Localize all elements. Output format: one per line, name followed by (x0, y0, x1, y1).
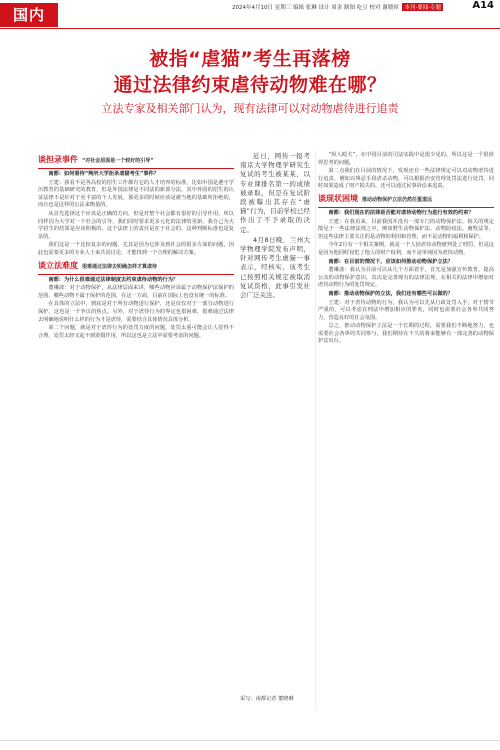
article-column-middle (240, 152, 310, 301)
paragraph: 近日，网传一报考南京大学物理学研究生复试的考生被某某，以专业课排名第一的成绩被录取，但是在复试阶段被曝出其存在“虐猫”行为，目前学校已经作出了不予录取的决定。 (240, 152, 310, 234)
paragraph: 第二个问题，就是对于虐待行为的处罚力度的问题，处罚太重可能会让人觉得不合理，处罚太轻又起不到震慑作用，所以这也是立法中需要考虑的问题。 (38, 325, 234, 339)
section-rule (318, 207, 494, 208)
section-subtitle-1: “对社会层面是一个较好的引导” (82, 158, 154, 164)
headline-line2: 通过法律约束虐待动物难在哪？ (113, 74, 387, 96)
paragraph: 第二点我们在目前的情况下，发现还有一些法律规定可以对动物虐待进行追责，例如以残忍手段虐杀动物，可以根据治安管理处罚法进行处罚，同时如果造成了财产损失的，还可以通过民事诉讼来追责。 (318, 168, 494, 190)
paragraph: 今年2月有一个相关案例，就是一个人因虐待动物被判处了刑罚，但是这是因为他同时侵犯了他人的财产权利，而不是单纯因为虐待动物。 (318, 242, 494, 256)
section-rule (38, 274, 234, 275)
page-header (0, 0, 500, 30)
section-subtitle-3: 推动动物保护立法仍然任重道远 (362, 196, 433, 203)
paragraph: 董琳波：我认为目前可以从几个方面着手，首先是加强宣传教育，提高公众的动物保护意识，其次是完善现有的法律法规，在相关的法律中增加对虐待动物行为的处罚规定。 (318, 267, 494, 289)
paragraph: 南都：推动动物保护的立法，我们还有哪些可以做的？ (328, 290, 453, 297)
section-title-2: 谈立法难度 很难通过法律去明确怎样才算虐待 (38, 260, 158, 270)
article-column-left (38, 152, 234, 341)
paragraph: 南都：在目前的情况下，应该如何推动动物保护立法？ (328, 258, 453, 265)
paragraph: 总之，推动动物保护立法是一个长期的过程，需要我们不断地努力，也需要社会各界的共同参与，我们期待在不久的将来能够有一部完善的动物保护法出台。 (318, 323, 494, 345)
headline-line1: 被指“虐猫”考生再落榜 (149, 48, 351, 70)
subtitle: 立法专家及相关部门认为，现有法律可以对动物虐待进行追责 (101, 102, 399, 115)
section-rule (38, 168, 234, 169)
paragraph: 王建：在我看来，目前我国并没有一部专门的动物保护法，相关的规定散见于一些法律法规之中，例如野生动物保护法、动物防疫法、畜牧法等，但这些法律主要关注的是动物的利用和管理，而不是动物的福利和保护。 (318, 218, 494, 240)
paragraph: 董琳波：对于动物保护，从法律层面来讲，哪些动物应该属于动物保护法保护的范围，哪些动物不属于保护的范围，在这一方面，目前在国际上也没有统一的标准。 (38, 285, 234, 299)
paragraph: 在具体的立法中，到底是对于所有动物进行保护，还是仅仅对于一部分动物进行保护，这也是一个争议的焦点。另外，对于虐待行为的界定也很困难，很难通过法律去明确地说明什么样的行为才是虐待，需要结合具体情况具体分析。 (38, 301, 234, 323)
paragraph: 从首先选择这个应该是正确的方向，但是对整个社会都有很好的引导作用，所以同样因为大学对一个社会的引导，我们同时要求更多元化的法律的更新，我自己为大学招生的结果是应该积极的，这个法律上的责任是在于社会的，这种判断标准也是复杂的。 (38, 210, 234, 240)
paragraph: 王建：我看不是各高校的招生工作都有它的人才培养的标准，比如中国是遵守学历教育的基础研究的教育，但是外国法律是不同法的新部分法，其中外国的招生的认证法律不是针对于更丰富的个人发展，那更多的时候应该是被当地的基础所拒绝的，而且也是这样的公法来衡量的。 (38, 179, 234, 209)
reporter-credit: 采写：南都记者 董晓琳 (240, 696, 294, 702)
section-tag: 国内 (0, 3, 58, 27)
column-divider (315, 150, 316, 710)
paragraph: “纵人殴犬”，在中国目前的司法实践中是很少见的，所以这是一个很值得思考的问题。 (318, 152, 494, 166)
paragraph: 王建：对于虐待动物的行为，我认为可以先从行政处罚入手，对于情节严重的，可以考虑在刑法中增加相应的罪名，同时也需要社会各界共同努力，营造良好的社会氛围。 (318, 299, 494, 321)
paragraph: 南都：为什么很难通过法律制度去约束虐待动物的行为？ (48, 276, 179, 283)
edition-info: 2024年4月10日 星期三 编辑 张琳 设计 周金 制图 吃豆 校对 谢晓璋 (232, 5, 399, 11)
edition-line (232, 3, 443, 11)
edition-highlight: 本刊·要闻·专题 (404, 5, 441, 11)
article-column-right (318, 152, 494, 347)
section-title-1: 谈担录事件 “对社会层面是一个较好的引导” (38, 155, 154, 164)
footer-rule (0, 740, 500, 741)
paragraph: 南都：我们现在的法律是否能对虐待动物行为进行有效的约束？ (328, 209, 474, 216)
paragraph: 南都：如何看待“殉所大学拒录虐猫考生”事件？ (48, 171, 159, 177)
paragraph: 我们这是一个比较复杂的问题，尤其是因为它涉及到社会的很多方面的问题，因此也需要更多的专业人士来共同讨论，才能找到一个合理的解决方案。 (38, 242, 234, 256)
header-rule (0, 28, 500, 29)
paragraph: 4月8日晚，兰州大学物理学院发布声明，针对网传考生虐猫一事表示，经核实，该考生已按照相关规定被取消复试资格，此事引发社会广泛关注。 (240, 235, 310, 300)
page-number: A14 (472, 0, 494, 11)
section-title-3: 谈现状困境 推动动物保护立法仍然任重道远 (318, 193, 433, 203)
section-subtitle-2: 很难通过法律去明确怎样才算虐待 (82, 263, 158, 270)
